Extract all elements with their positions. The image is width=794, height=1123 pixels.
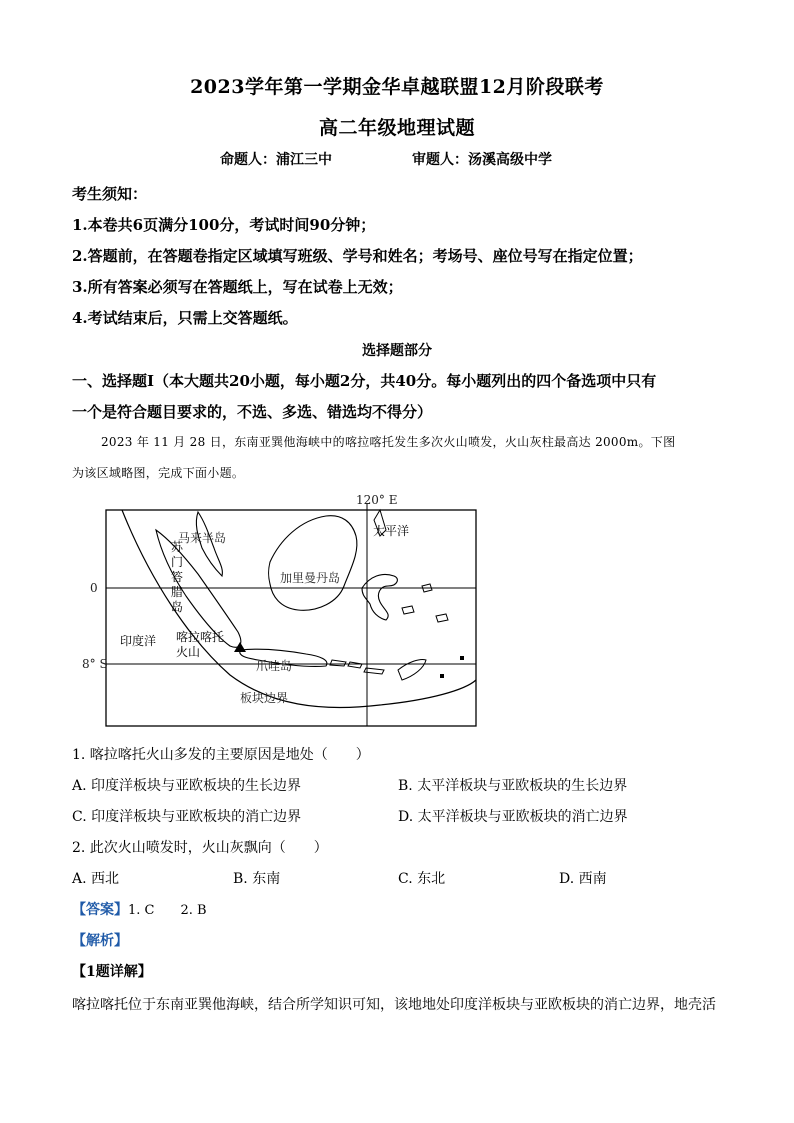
- malay-label: 马来半岛: [178, 531, 227, 545]
- krakatoa-label: 喀拉喀托火山: [176, 630, 225, 659]
- island-dot: [440, 674, 444, 678]
- boundary-label: 板块边界: [240, 691, 289, 705]
- notice-item: 3.所有答案必须写在答题纸上，写在试卷上无效；: [72, 278, 403, 296]
- exam-title: 2023学年第一学期金华卓越联盟12月阶段联考: [190, 76, 604, 98]
- kalimantan-label: 加里曼丹岛: [280, 571, 341, 585]
- part-instruction-cont: 一个是符合题目要求的，不选、多选、错选均不得分）: [72, 403, 433, 421]
- lesser-sunda-shapes: [330, 660, 384, 674]
- island-dot: [460, 656, 464, 660]
- latitude-zero-label: 0: [90, 581, 98, 595]
- answer-text: 1. C 2. B: [128, 903, 207, 918]
- detail-tag: 【1题详解】: [72, 964, 152, 980]
- q2-option-c: C. 东北: [398, 871, 446, 887]
- question-1-stem: 1. 喀拉喀托火山多发的主要原因是地处（ ）: [72, 747, 370, 763]
- notice-heading: 考生须知：: [72, 185, 148, 203]
- q1-option-b: B. 太平洋板块与亚欧板块的生长边界: [398, 778, 628, 794]
- sumatra-label: 苏门答腊岛: [171, 540, 184, 614]
- notice-item: 2.答题前，在答题卷指定区域填写班级、学号和姓名；考场号、座位号写在指定位置；: [72, 247, 643, 265]
- exam-subtitle: 高二年级地理试题: [318, 117, 475, 139]
- detail-text: 喀拉喀托位于东南亚巽他海峡，结合所学知识可知，该地地处印度洋板块与亚欧板块的消亡边界，地壳活: [72, 997, 716, 1013]
- analysis-tag: 【解析】: [72, 933, 128, 949]
- answer-tag: 【答案】: [72, 902, 128, 918]
- latitude-8s-label: 8° S: [82, 657, 108, 671]
- indian-ocean-label: 印度洋: [120, 634, 157, 648]
- timor-shape: [398, 659, 426, 680]
- passage-text: 2023 年 11 月 28 日，东南亚巽他海峡中的喀拉喀托发生多次火山喷发，火山灰柱最高达 2000m。下图: [101, 435, 676, 449]
- answer-line: [72, 899, 207, 919]
- map-frame: [106, 510, 476, 726]
- q1-option-d: D. 太平洋板块与亚欧板块的消亡边界: [398, 809, 628, 825]
- section-title: 选择题部分: [362, 343, 432, 359]
- kalimantan-shape: [269, 516, 357, 611]
- reviewer-label: 审题人：汤溪高级中学: [412, 152, 552, 168]
- q1-option-c: C. 印度洋板块与亚欧板块的消亡边界: [72, 809, 302, 825]
- notice-item: 4.考试结束后，只需上交答题纸。: [72, 309, 298, 327]
- q2-option-a: A. 西北: [72, 871, 120, 887]
- author-label: 命题人：浦江三中: [220, 152, 332, 168]
- question-2-stem: 2. 此次火山喷发时，火山灰飘向（ ）: [72, 840, 328, 856]
- longitude-label: 120° E: [356, 493, 398, 507]
- part-instruction: 一、选择题Ⅰ（本大题共20小题，每小题2分，共40分。每小题列出的四个备选项中只有: [72, 372, 657, 390]
- maluku-islands-shapes: [402, 584, 448, 622]
- q2-option-b: B. 东南: [233, 871, 281, 887]
- passage-text-cont: 为该区域略图，完成下面小题。: [72, 466, 245, 480]
- q1-option-a: A. 印度洋板块与亚欧板块的生长边界: [72, 778, 302, 794]
- q2-option-d: D. 西南: [559, 871, 607, 887]
- pacific-label: 太平洋: [373, 524, 410, 538]
- java-label: 爪哇岛: [256, 659, 293, 673]
- notice-item: 1.本卷共6页满分100分，考试时间90分钟；: [72, 216, 376, 234]
